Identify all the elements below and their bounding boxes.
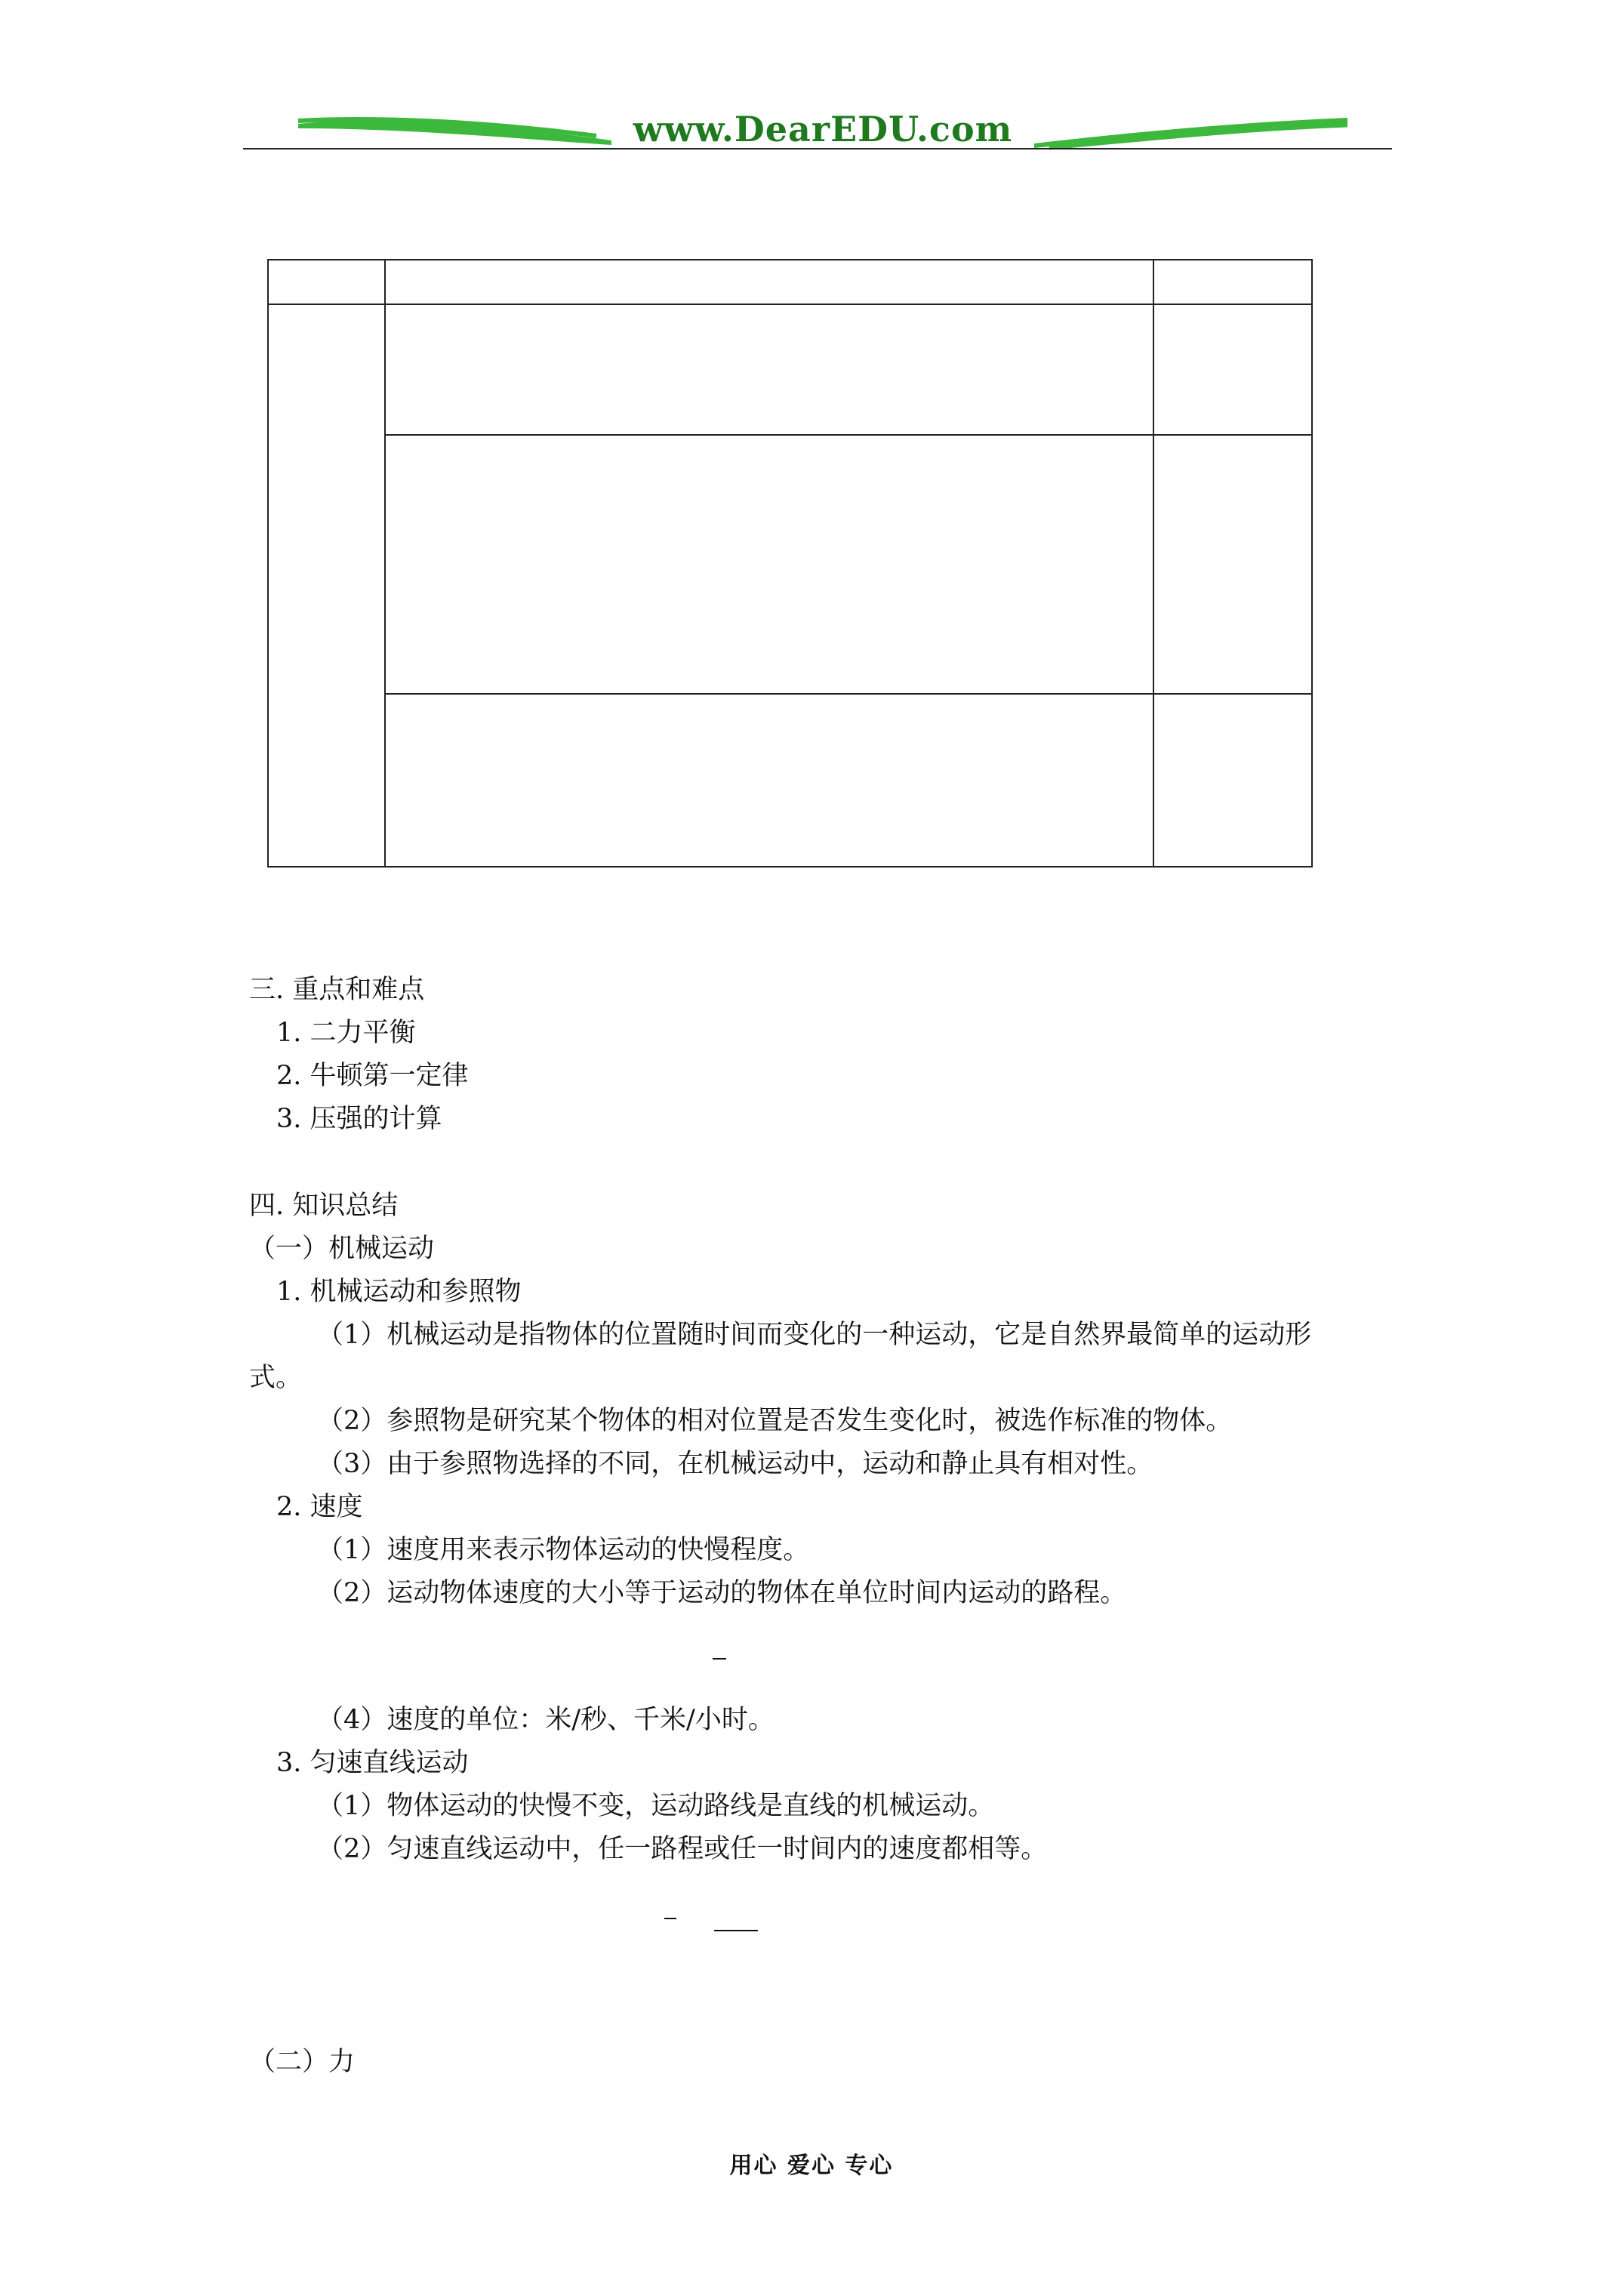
table-cell <box>268 260 385 304</box>
table-row <box>268 694 1312 867</box>
paragraph-line: （4）速度的单位：米/秒、千米/小时。 <box>317 1705 775 1735</box>
list-item: 1. 二力平衡 <box>276 1018 416 1048</box>
list-item: 2. 牛顿第一定律 <box>276 1061 469 1091</box>
header-divider <box>243 148 1392 149</box>
formula-bar <box>664 1918 676 1919</box>
page-footer: 用心 爱心 专心 <box>729 2153 894 2179</box>
paragraph-line: 式。 <box>249 1363 303 1393</box>
subsection-heading: （一）机械运动 <box>249 1234 435 1264</box>
paragraph-line: （3）由于参照物选择的不同，在机械运动中，运动和静止具有相对性。 <box>317 1449 1153 1479</box>
list-item: 3. 压强的计算 <box>276 1104 442 1134</box>
table-row <box>268 304 1312 435</box>
table-cell <box>1153 435 1312 694</box>
paragraph-line: （2）匀速直线运动中，任一路程或任一时间内的速度都相等。 <box>317 1834 1048 1864</box>
section-key-points <box>249 969 469 1141</box>
paragraph-title: 2. 速度 <box>276 1492 363 1522</box>
logo-text: www.DearEDU.com <box>633 109 1013 149</box>
paragraph-line: （1）物体运动的快慢不变，运动路线是直线的机械运动。 <box>317 1791 995 1821</box>
table-cell <box>385 694 1153 867</box>
table-cell <box>268 304 385 867</box>
site-logo <box>294 106 1351 159</box>
table-row <box>268 435 1312 694</box>
section-force <box>249 2041 355 2084</box>
formula-bar <box>713 1658 726 1660</box>
section-heading: 四. 知识总结 <box>249 1191 399 1221</box>
paragraph-line: （2）参照物是研究某个物体的相对位置是否发生变化时，被选作标准的物体。 <box>317 1406 1233 1436</box>
table-cell <box>1153 260 1312 304</box>
table-cell <box>385 435 1153 694</box>
table-cell <box>1153 694 1312 867</box>
table-cell <box>385 304 1153 435</box>
paragraph-line: （2）运动物体速度的大小等于运动的物体在单位时间内运动的路程。 <box>317 1578 1127 1608</box>
paragraph-line: （1）机械运动是指物体的位置随时间而变化的一种运动，它是自然界最简单的运动形 <box>317 1320 1312 1350</box>
subsection-heading: （二）力 <box>249 2047 356 2077</box>
paragraph-title: 3. 匀速直线运动 <box>276 1748 469 1778</box>
table-cell <box>385 260 1153 304</box>
paragraph-line: （1）速度用来表示物体运动的快慢程度。 <box>317 1535 810 1565</box>
section-heading: 三. 重点和难点 <box>249 975 425 1005</box>
content-table <box>267 259 1313 868</box>
section-summary-cont <box>249 1699 1047 1871</box>
paragraph-title: 1. 机械运动和参照物 <box>276 1277 522 1307</box>
formula-bar <box>714 1930 758 1931</box>
section-summary <box>249 1185 1311 1615</box>
table-cell <box>1153 304 1312 435</box>
table-header-row <box>268 260 1312 304</box>
